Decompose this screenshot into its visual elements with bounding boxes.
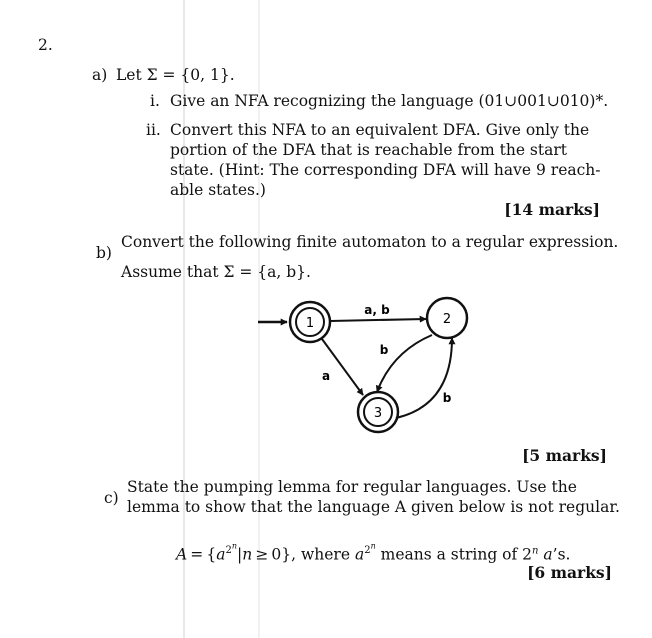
transition-1-to-3-label: a	[321, 369, 331, 383]
transition-1-to-2	[330, 319, 426, 321]
part-b-line: Convert the following finite automaton to a regular expression.	[121, 233, 619, 251]
transition-1-to-2-label: a, b	[364, 303, 390, 317]
part-c-label: c)	[104, 489, 119, 507]
part-a-label: a)	[92, 66, 108, 84]
part-c-marks: [6 marks]	[527, 563, 612, 582]
state-3-label: 3	[373, 406, 383, 421]
part-b-line: Assume that Σ = {a, b}.	[121, 263, 311, 281]
part-a-item-ii-line: portion of the DFA that is reachable from the start	[170, 141, 567, 159]
part-b-label: b)	[96, 244, 112, 262]
transition-3-to-2	[396, 338, 452, 418]
part-b-marks: [5 marks]	[522, 446, 607, 465]
part-a-item-i-text: Give an NFA recognizing the language (01∪001∪010)*.	[170, 92, 609, 110]
language-a-definition: $A = \{a^{2^n}|n \ge 0\}$, where $a^{2^n}$ means a string of 2$^n$ a’s.	[176, 542, 571, 564]
part-a-intro: Let Σ = {0, 1}.	[116, 66, 235, 84]
part-c-line: State the pumping lemma for regular languages. Use the	[127, 478, 577, 496]
part-a-item-i-label: i.	[150, 92, 160, 110]
transition-1-to-3	[322, 339, 363, 395]
transition-3-to-2-label: b	[442, 391, 452, 405]
part-a-marks: [14 marks]	[504, 200, 600, 219]
state-1-label: 1	[305, 316, 315, 331]
transition-2-to-3-label: b	[379, 343, 389, 357]
question-number: 2.	[38, 36, 53, 54]
part-a-item-ii-line: state. (Hint: The corresponding DFA will have 9 reach-	[170, 161, 601, 179]
part-a-item-ii-line: able states.)	[170, 181, 266, 199]
state-2-label: 2	[442, 312, 452, 327]
part-c-line: lemma to show that the language A given below is not regular.	[127, 498, 620, 516]
part-a-item-ii-line: Convert this NFA to an equivalent DFA. Give only the	[170, 121, 590, 139]
part-a-item-ii-label: ii.	[146, 121, 161, 139]
